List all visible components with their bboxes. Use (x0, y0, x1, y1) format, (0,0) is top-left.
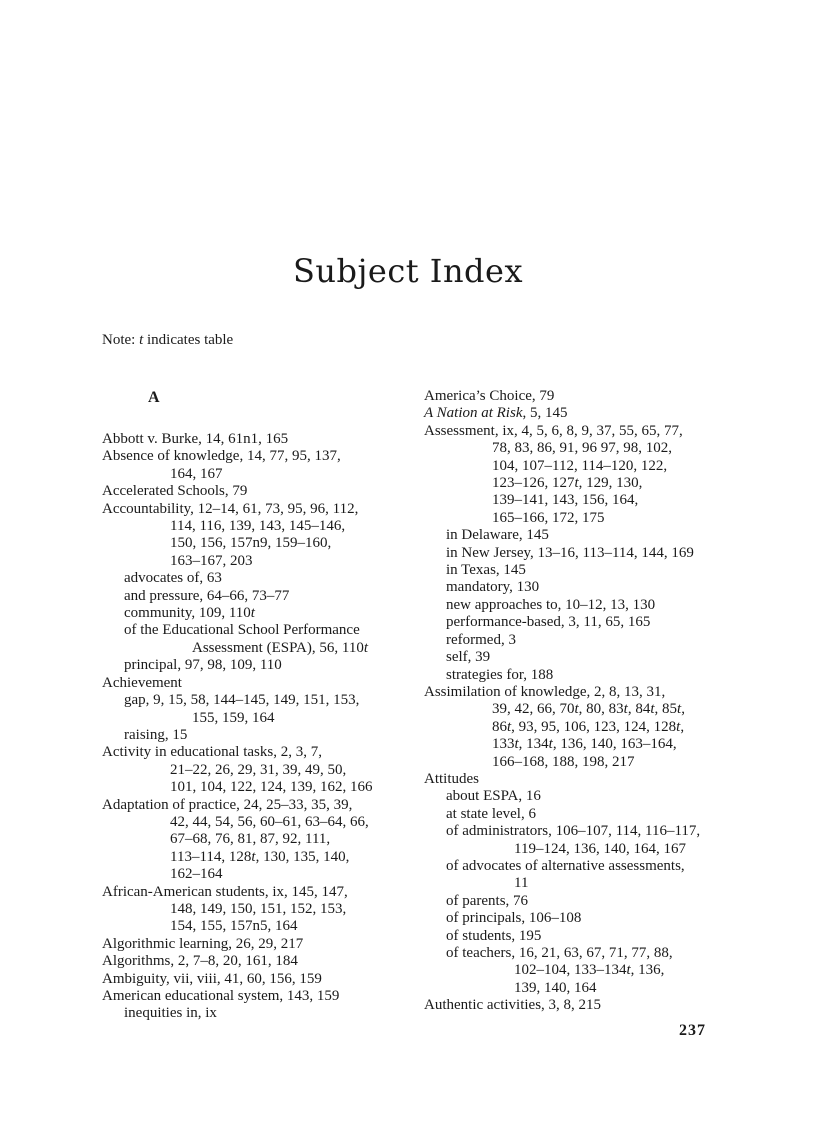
index-entry: 164, 167 (170, 465, 223, 482)
index-entry: 86t, 93, 95, 106, 123, 124, 128t, (492, 718, 685, 735)
index-entry: Adaptation of practice, 24, 25–33, 35, 39, (102, 796, 353, 813)
index-entry: American educational system, 143, 159 (102, 988, 340, 1004)
index-entry: community, 109, 110t (124, 605, 255, 622)
index-entry: Activity in educational tasks, 2, 3, 7, (102, 744, 322, 761)
index-entry: America’s Choice, 79 (424, 388, 555, 404)
index-entry: 11 (514, 875, 529, 892)
index-entry: 104, 107–112, 114–120, 122, (492, 457, 668, 474)
index-entry: 139, 140, 164 (514, 979, 597, 996)
index-entry: and pressure, 64–66, 73–77 (124, 587, 290, 604)
index-entry: raising, 15 (124, 726, 188, 743)
index-entry: at state level, 6 (446, 805, 536, 822)
index-entry: 21–22, 26, 29, 31, 39, 49, 50, (170, 761, 347, 778)
index-entry: in New Jersey, 13–16, 113–114, 144, 169 (446, 544, 694, 561)
index-entry: Algorithmic learning, 26, 29, 217 (102, 935, 304, 952)
page-title: Subject Index (292, 252, 524, 290)
index-entry: gap, 9, 15, 58, 144–145, 149, 151, 153, (124, 692, 360, 709)
index-note (102, 332, 233, 349)
index-entry: 150, 156, 157n9, 159–160, (170, 535, 332, 552)
index-entry: 123–126, 127t, 129, 130, (492, 475, 643, 492)
index-entry: in Texas, 145 (446, 562, 526, 579)
index-entry: 148, 149, 150, 151, 152, 153, (170, 900, 347, 917)
index-entry: Assimilation of knowledge, 2, 8, 13, 31, (424, 683, 666, 700)
index-entry: African-American students, ix, 145, 147, (102, 883, 348, 900)
index-entry: principal, 97, 98, 109, 110 (124, 657, 282, 674)
index-entry: Authentic activities, 3, 8, 215 (424, 997, 602, 1014)
index-entry: 155, 159, 164 (192, 709, 275, 726)
index-entry: 165–166, 172, 175 (492, 509, 605, 526)
note-suffix: indicates table (143, 332, 234, 348)
index-entry: of principals, 106–108 (446, 910, 582, 927)
index-entry: 163–167, 203 (170, 552, 253, 569)
index-entry: 101, 104, 122, 124, 139, 162, 166 (170, 779, 373, 796)
index-entry: reformed, 3 (446, 631, 516, 648)
index-entry: of advocates of alternative assessments, (446, 857, 685, 874)
index-entry: performance-based, 3, 11, 65, 165 (446, 614, 651, 631)
index-entry: 42, 44, 54, 56, 60–61, 63–64, 66, (170, 813, 369, 830)
index-entry: of teachers, 16, 21, 63, 67, 71, 77, 88, (446, 945, 673, 961)
index-entry: advocates of, 63 (124, 570, 222, 587)
index-entry: Attitudes (424, 770, 479, 787)
index-entry: 154, 155, 157n5, 164 (170, 918, 298, 935)
index-entry: of administrators, 106–107, 114, 116–117, (446, 823, 701, 840)
index-entry: Abbott v. Burke, 14, 61n1, 165 (102, 431, 289, 447)
index-entry: A Nation at Risk, 5, 145 (424, 405, 568, 422)
index-entry: 113–114, 128t, 130, 135, 140, (170, 848, 350, 865)
index-entry: Assessment, ix, 4, 5, 6, 8, 9, 37, 55, 65, 77, (424, 422, 683, 439)
index-entry: Ambiguity, vii, viii, 41, 60, 156, 159 (102, 970, 322, 987)
index-entry: 102–104, 133–134t, 136, (514, 962, 665, 979)
index-entry: self, 39 (446, 649, 491, 666)
index-entry: Accountability, 12–14, 61, 73, 95, 96, 112, (102, 500, 359, 517)
index-entry: Absence of knowledge, 14, 77, 95, 137, (102, 448, 341, 465)
index-entry: 162–164 (170, 866, 223, 883)
index-entry: mandatory, 130 (446, 579, 540, 596)
index-entry: 78, 83, 86, 91, 96 97, 98, 102, (492, 440, 672, 457)
note-prefix: Note: (102, 332, 140, 348)
index-entry: Achievement (102, 674, 182, 691)
index-entry: inequities in, ix (124, 1005, 217, 1022)
index-entry: of parents, 76 (446, 892, 529, 909)
index-entry: 67–68, 76, 81, 87, 92, 111, (170, 831, 331, 848)
page-number: 237 (679, 1022, 706, 1039)
note-table-marker: t (139, 332, 144, 348)
index-entry: Accelerated Schools, 79 (102, 483, 248, 500)
index-column-left (102, 388, 402, 1023)
index-entry: new approaches to, 10–12, 13, 130 (446, 596, 656, 613)
index-entry: strategies for, 188 (446, 666, 554, 683)
index-entry: Algorithms, 2, 7–8, 20, 161, 184 (102, 953, 298, 970)
index-entry: 119–124, 136, 140, 164, 167 (514, 840, 686, 857)
index-entry: about ESPA, 16 (446, 788, 541, 805)
index-entry: of students, 195 (446, 927, 542, 944)
index-entry: 166–168, 188, 198, 217 (492, 753, 635, 770)
section-letter: A (148, 389, 160, 406)
index-entry: 133t, 134t, 136, 140, 163–164, (492, 736, 677, 753)
index-column-right (424, 388, 729, 1015)
index-entry: in Delaware, 145 (446, 527, 549, 544)
index-entry: Assessment (ESPA), 56, 110t (192, 639, 368, 656)
index-entry: 39, 42, 66, 70t, 80, 83t, 84t, 85t, (492, 701, 685, 718)
index-entry: 114, 116, 139, 143, 145–146, (170, 518, 346, 535)
index-entry: 139–141, 143, 156, 164, (492, 492, 639, 509)
index-entry: of the Educational School Performance (124, 622, 360, 639)
